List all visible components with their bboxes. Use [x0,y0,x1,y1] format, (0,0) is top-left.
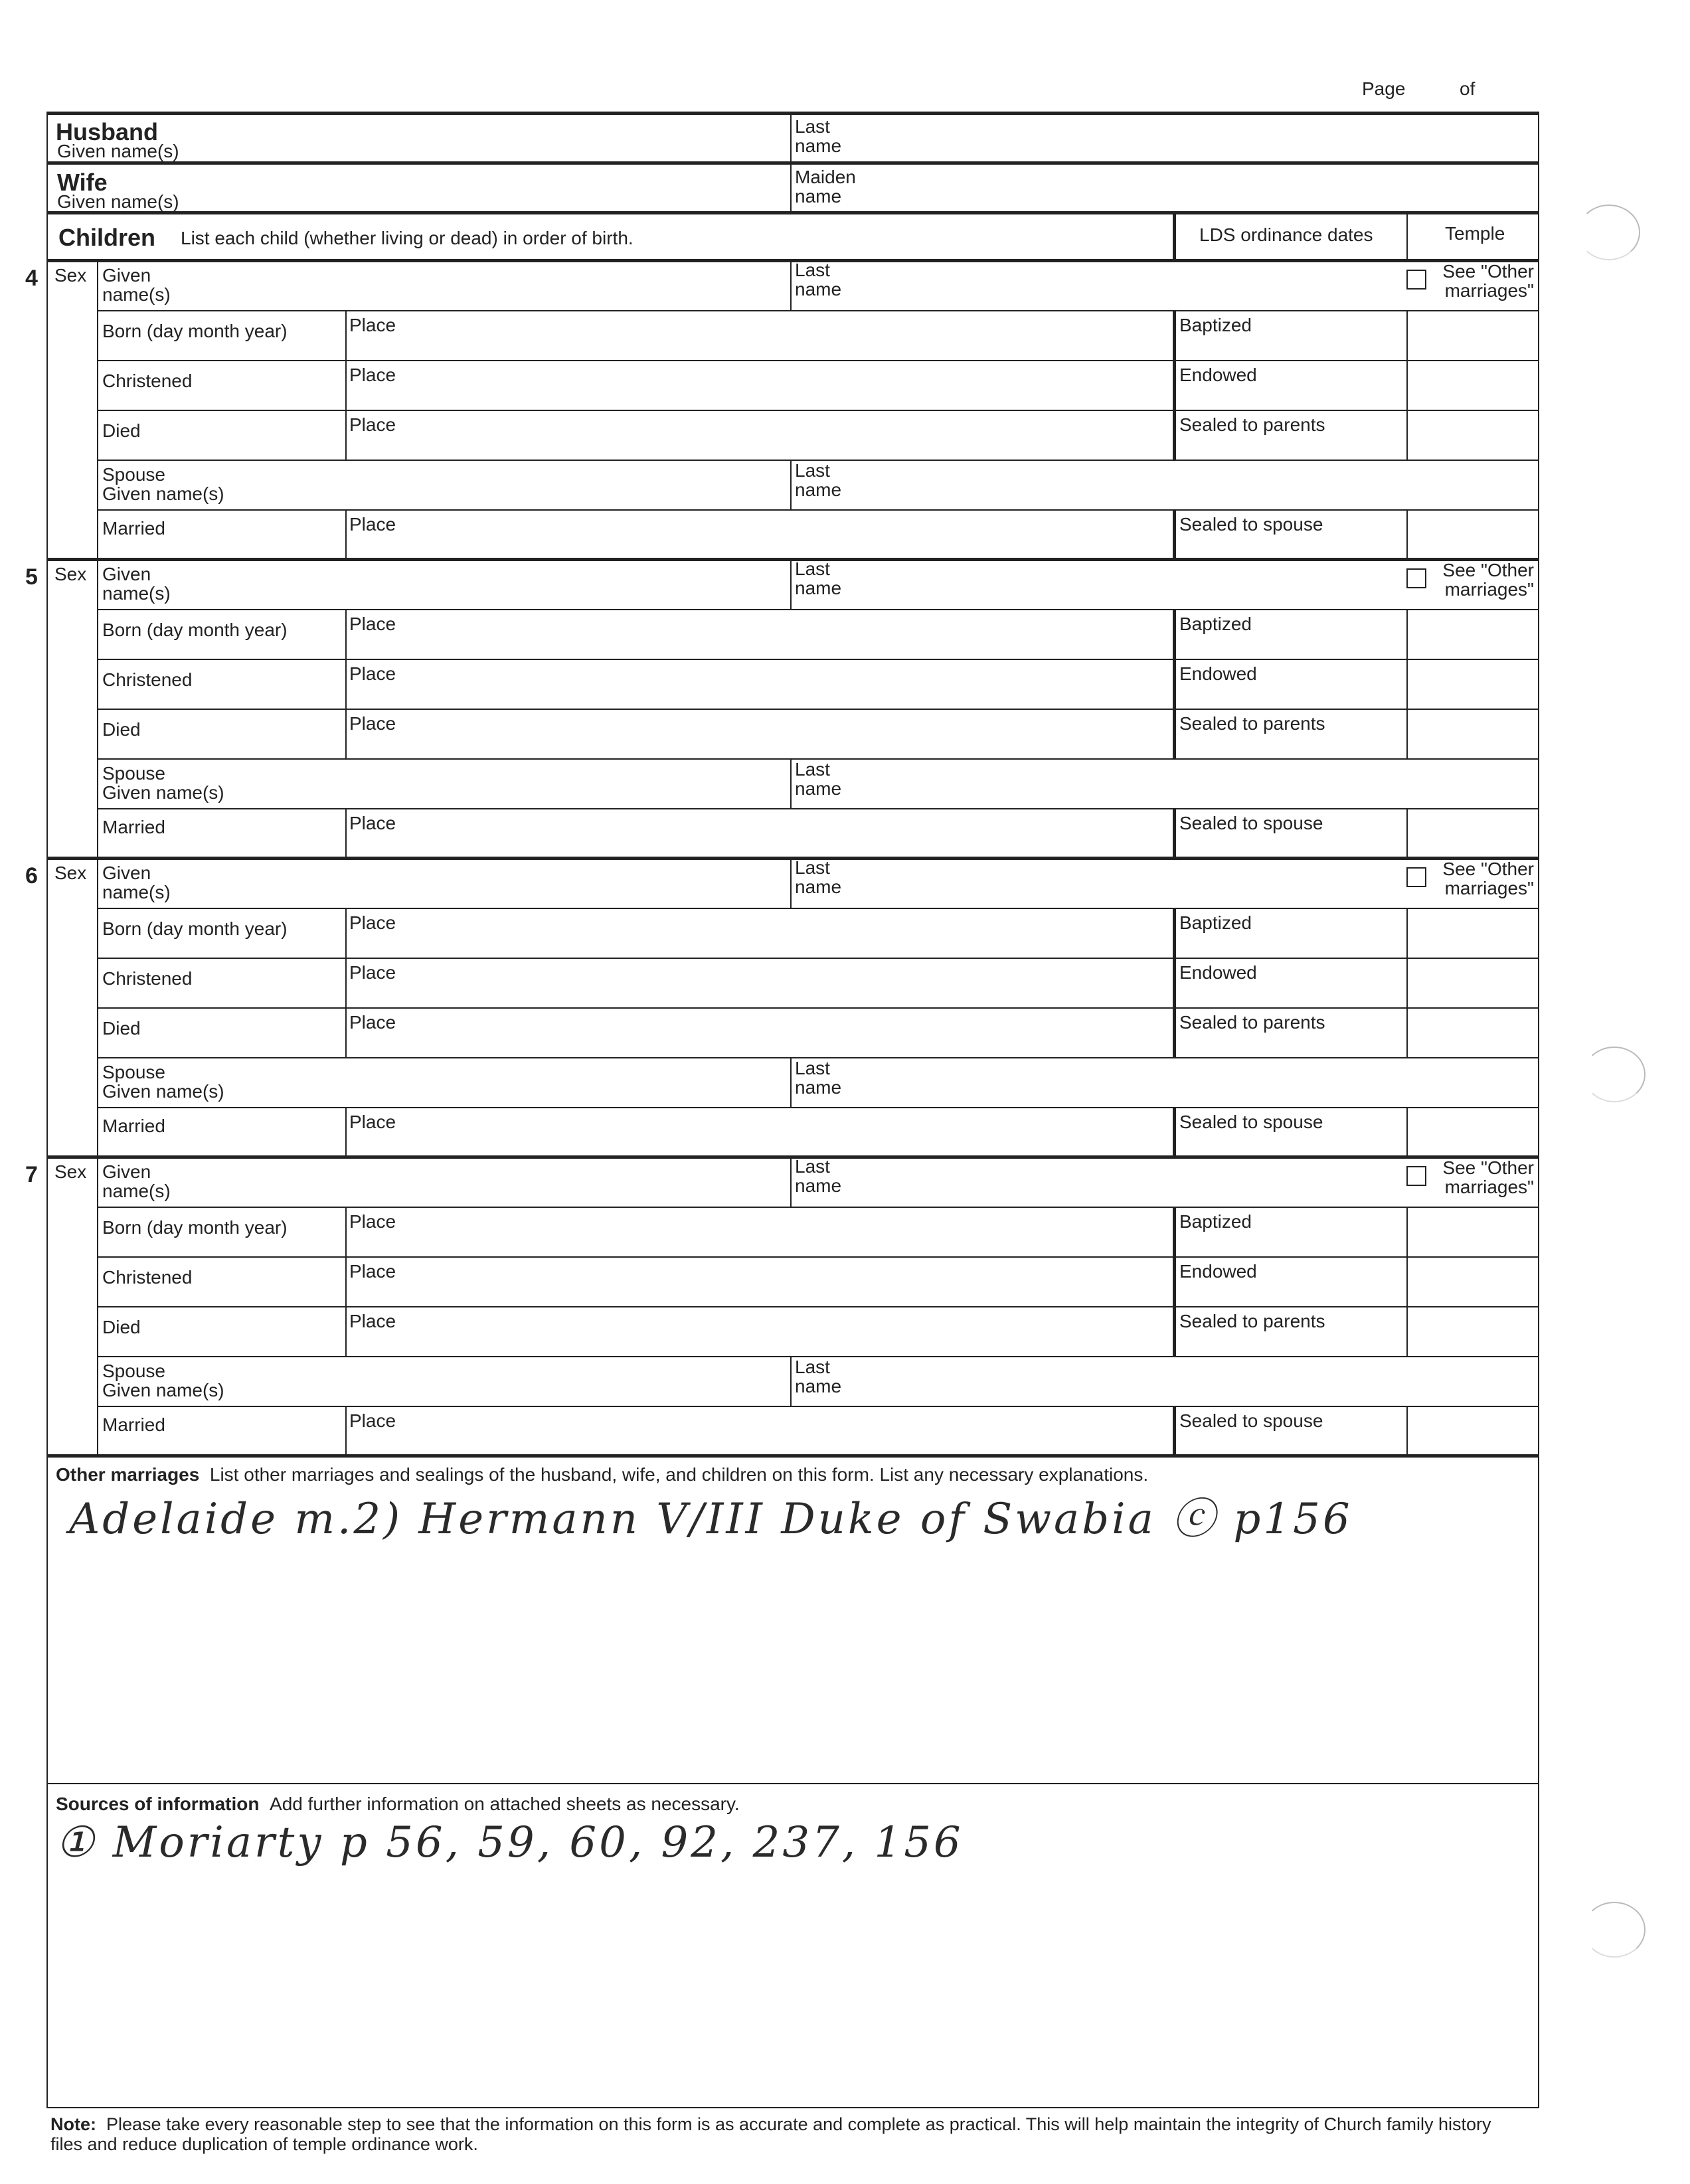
temple-header: Temple [1445,223,1505,244]
child-7-sealed-to-parents-label: Sealed to parents [1179,1311,1325,1331]
other-marriages-handwriting: Adelaide m.2) Hermann V/III Duke of Swabia ⓒ p156 [69,1495,1353,1544]
child-6-spouse-label: Spouse Given name(s) [102,1062,224,1102]
child-4-died-place-label: Place [349,414,396,435]
child-7-number: 7 [25,1162,38,1187]
child-7-sealed-to-spouse-label: Sealed to spouse [1179,1410,1323,1431]
child-4-sex-label: Sex [54,265,87,286]
child-4-number: 4 [25,266,38,291]
sources-instruction: Add further information on attached sheets as necessary. [270,1794,740,1814]
child-5-sex-label: Sex [54,564,87,584]
child-6-given-label: Given name(s) [102,863,171,902]
child-5-sealed-to-spouse-label: Sealed to spouse [1179,813,1323,833]
child-5-born-place-label: Place [349,614,396,634]
child-6-sex-label: Sex [54,863,87,883]
note [50,2114,1525,2154]
child-6-number: 6 [25,863,38,888]
child-7-married-label: Married [102,1414,165,1435]
child-5-born-label: Born (day month year) [102,620,288,640]
child-5-spouse-label: Spouse Given name(s) [102,763,224,803]
child-6-see-other-label: See "Other marriages" [1442,859,1534,898]
child-6-died-place-label: Place [349,1012,396,1033]
child-7-died-place-label: Place [349,1311,396,1331]
child-7-sex-label: Sex [54,1161,87,1182]
husband-last-label: Last name [795,116,842,156]
child-7-born-place-label: Place [349,1211,396,1232]
child-7-born-label: Born (day month year) [102,1217,288,1238]
children-instruction: List each child (whether living or dead) in order of birth. [181,228,634,248]
child-5-married-label: Married [102,817,165,837]
child-7-christened-label: Christened [102,1267,193,1288]
other-marriages-title: Other marriages [56,1464,200,1485]
child-5-sealed-to-parents-label: Sealed to parents [1179,713,1325,734]
child-6-married-label: Married [102,1116,165,1136]
child-7-last-label: Last name [795,1156,842,1196]
child-7-died-label: Died [102,1317,141,1337]
child-5-died-place-label: Place [349,713,396,734]
lds-dates-header: LDS ordinance dates [1199,224,1373,245]
child-5-given-label: Given name(s) [102,564,171,604]
sources-label [56,1794,740,1814]
child-5-baptized-label: Baptized [1179,614,1252,634]
child-6-born-label: Born (day month year) [102,918,288,939]
wife-maiden-label: Maiden name [795,167,856,207]
child-4-spouse-last-label: Last name [795,460,842,500]
child-6-other-marriages-checkbox[interactable] [1406,867,1426,887]
child-7-spouse-label: Spouse Given name(s) [102,1361,224,1400]
husband-given-label: Given name(s) [57,141,179,161]
child-7-see-other-label: See "Other marriages" [1442,1157,1534,1197]
child-5-see-other-label: See "Other marriages" [1442,560,1534,600]
child-6-endowed-label: Endowed [1179,962,1257,983]
child-6-sealed-to-spouse-label: Sealed to spouse [1179,1112,1323,1132]
husband-title: Husband [56,118,159,145]
child-4-last-label: Last name [795,260,842,299]
sources-title: Sources of information [56,1794,260,1814]
child-4-other-marriages-checkbox[interactable] [1406,270,1426,290]
child-7-baptized-label: Baptized [1179,1211,1252,1232]
child-4-given-label: Given name(s) [102,265,171,305]
child-7-christened-place-label: Place [349,1261,396,1282]
wife-title: Wife [57,169,108,196]
child-4-died-label: Died [102,420,141,441]
note-text: Please take every reasonable step to see that the information on this form is as accurate and complete as practical. This will help maintain the integrity of Church family history files and reduce duplication of temple ordinance work. [50,2114,1491,2154]
child-6-spouse-last-label: Last name [795,1058,842,1098]
child-4-born-place-label: Place [349,315,396,335]
child-6-baptized-label: Baptized [1179,912,1252,933]
child-6-last-label: Last name [795,857,842,897]
wife-given-label: Given name(s) [57,191,179,212]
child-4-endowed-label: Endowed [1179,365,1257,385]
child-7-spouse-last-label: Last name [795,1357,842,1396]
sources-handwriting: ① Moriarty p 56, 59, 60, 92, 237, 156 [56,1818,964,1867]
child-4-baptized-label: Baptized [1179,315,1252,335]
child-7-endowed-label: Endowed [1179,1261,1257,1282]
binder-hole-top [1578,205,1640,260]
child-5-christened-label: Christened [102,669,193,690]
child-4-sealed-to-parents-label: Sealed to parents [1179,414,1325,435]
child-5-number: 5 [25,564,38,590]
child-5-other-marriages-checkbox[interactable] [1406,568,1426,588]
child-7-given-label: Given name(s) [102,1161,171,1201]
child-6-died-label: Died [102,1018,141,1039]
child-5-spouse-last-label: Last name [795,759,842,799]
child-7-other-marriages-checkbox[interactable] [1406,1166,1426,1186]
child-5-married-place-label: Place [349,813,396,833]
binder-hole-middle [1583,1047,1646,1102]
child-4-christened-label: Christened [102,371,193,391]
child-6-sealed-to-parents-label: Sealed to parents [1179,1012,1325,1033]
child-5-died-label: Died [102,719,141,740]
other-marriages-instruction: List other marriages and sealings of the husband, wife, and children on this form. List any necessary explanations. [209,1464,1149,1485]
child-5-endowed-label: Endowed [1179,663,1257,684]
child-6-christened-label: Christened [102,968,193,989]
page-label: Page [1362,78,1406,99]
note-title: Note: [50,2114,96,2134]
child-4-spouse-label: Spouse Given name(s) [102,464,224,504]
child-4-born-label: Born (day month year) [102,321,288,341]
child-4-married-label: Married [102,518,165,539]
binder-hole-bottom [1583,1902,1646,1958]
children-title: Children [58,224,156,251]
child-4-sealed-to-spouse-label: Sealed to spouse [1179,514,1323,535]
child-7-married-place-label: Place [349,1410,396,1431]
child-5-christened-place-label: Place [349,663,396,684]
child-4-married-place-label: Place [349,514,396,535]
child-4-christened-place-label: Place [349,365,396,385]
of-label: of [1460,78,1476,99]
child-6-born-place-label: Place [349,912,396,933]
child-5-last-label: Last name [795,558,842,598]
child-6-married-place-label: Place [349,1112,396,1132]
child-4-see-other-label: See "Other marriages" [1442,261,1534,301]
other-marriages-label [56,1465,1148,1485]
child-6-christened-place-label: Place [349,962,396,983]
